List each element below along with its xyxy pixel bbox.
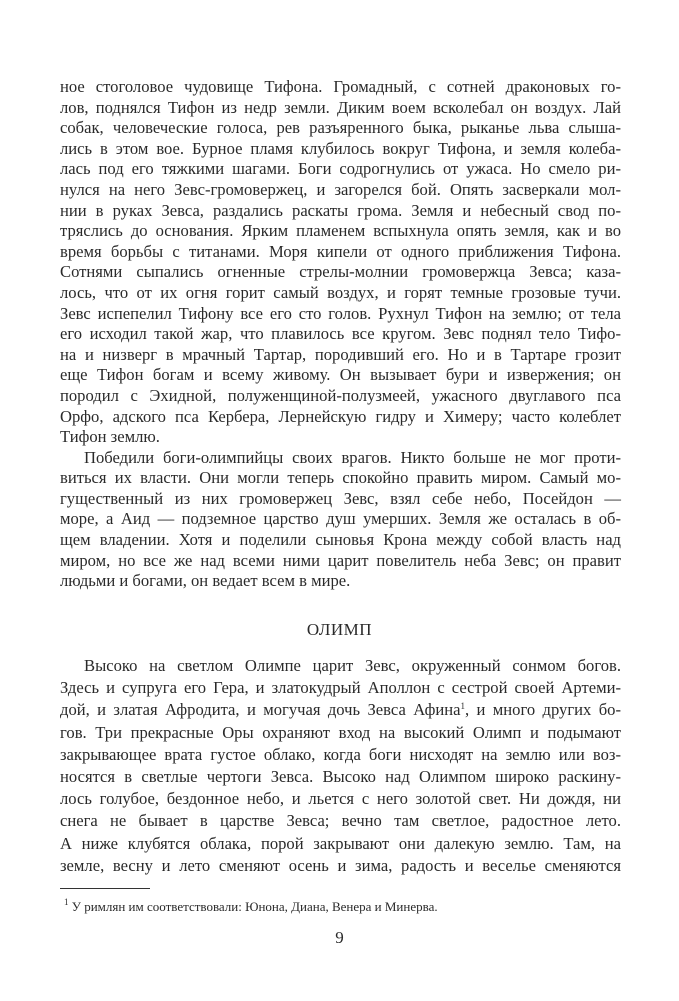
text-line: время борьбы с титанами. Моря кипели от одного приближения Тифона. [60, 241, 621, 261]
page-number: 9 [335, 928, 344, 947]
chapter-heading: ОЛИМП [306, 620, 373, 639]
text-line: на и низверг в мрачный Тартар, породивший его. Но и в Тартаре грозит [60, 344, 621, 364]
text-line: ное стоголовое чудовище Тифона. Громадный, с сотней драконовых го- [60, 77, 621, 96]
text-line: лись в этом вое. Бурное пламя клубилось вокруг Тифона, и земля колеба- [60, 138, 621, 158]
text-line: Высоко на светлом Олимпе царит Зевс, окруженный сонмом богов. [84, 656, 621, 675]
text-line: еще Тифон богам и всему живому. Он вызывает бури и извержения; он [60, 365, 621, 385]
text-line: Зевс испепелил Тифону все его сто голов. Рухнул Тифон на землю; от тела [60, 303, 621, 323]
text-line: закрывающее врата густое облако, когда боги нисходят на землю или воз- [60, 744, 621, 764]
footnote-reference: 1 [460, 701, 465, 712]
text-line: лось голубое, бездонное небо, и льется с него золотой свет. Ни дождя, ни [60, 789, 621, 809]
text-line: лась под его тяжкими шагами. Боги содрогнулись от ужаса. Но смело ри- [60, 159, 621, 179]
section-olympus-text [60, 655, 621, 877]
footnote-divider [60, 888, 150, 889]
text-line: носятся в светлые чертоги Зевса. Высоко над Олимпом широко раскину- [60, 766, 621, 786]
text-line: собак, человеческие голоса, рев разъяренного быка, рыканье льва слыша- [60, 118, 621, 138]
text-line: гов. Три прекрасные Оры охраняют вход на высокий Олимп и подымают [60, 722, 621, 742]
text-line: людьми и богами, он ведает всем в мире. [60, 571, 351, 591]
text-line: нулся на него Зевс-громовержец, и загорелся бой. Опять засверкали мол- [60, 179, 621, 199]
text-line: снега не бывает в царстве Зевса; вечно там светлое, радостное лето. [60, 811, 621, 831]
text-line: Здесь и супруга его Гера, и златокудрый Аполлон с сестрой своей Артеми- [60, 678, 621, 698]
text-line: дой, и златая Афродита, и могучая дочь Зевса Афина$^1$, и много других бо- [60, 700, 621, 720]
text-line: гущественный из них громовержец Зевс, взял себе небо, Посейдон — [60, 488, 621, 508]
section-typhon-text [60, 77, 621, 592]
text-line: нии в руках Зевса, раздались раскаты грома. Земля и небесный свод по- [60, 200, 621, 220]
text-line: Орфо, адского пса Кербера, Лернейскую гидру и Химеру; часто колеблет [60, 406, 621, 426]
text-line: тряслись до основания. Ярким пламенем вспыхнула опять земля, как и во [60, 221, 621, 241]
text-line: виться их власти. Они могли теперь спокойно править миром. Самый мо- [60, 468, 621, 488]
text-line: породил с Эхидной, полуженщиной-полузмеей, ужасного двуглавого пса [60, 385, 621, 405]
text-line: лов, поднялся Тифон из недр земли. Диким воем всколебал он воздух. Лай [60, 97, 621, 117]
text-line: Сотнями сыпались огненные стрелы-молнии громовержца Зевса; каза- [60, 262, 621, 282]
text-line: А ниже клубятся облака, порой закрывают они далекую землю. Там, на [60, 833, 621, 853]
text-line: море, а Аид — подземное царство душ умерших. Земля же осталась в об- [60, 509, 621, 529]
text-line: земле, весну и лето сменяют осень и зима, радость и веселье сменяются [60, 855, 621, 875]
text-line: его исходил такой жар, что плавилось все кругом. Зевс поднял тело Тифо- [60, 324, 621, 344]
footnote [64, 899, 438, 915]
footnote-marker: 1 [64, 897, 69, 907]
text-line: Победили боги-олимпийцы своих врагов. Никто больше не мог проти- [84, 447, 621, 467]
text-line: миром, но все же над всеми ними царит повелитель неба Зевс; он правит [60, 550, 621, 570]
text-line: лось, что от их огня горит самый воздух, и горят темные грозовые тучи. [60, 282, 621, 302]
text-line: Тифон землю. [60, 427, 160, 447]
text-line: щем владении. Хотя и поделили сыновья Крона между собой власть над [60, 530, 621, 550]
footnote-text: У римлян им соответствовали: Юнона, Диана, Венера и Минерва. [71, 899, 438, 914]
